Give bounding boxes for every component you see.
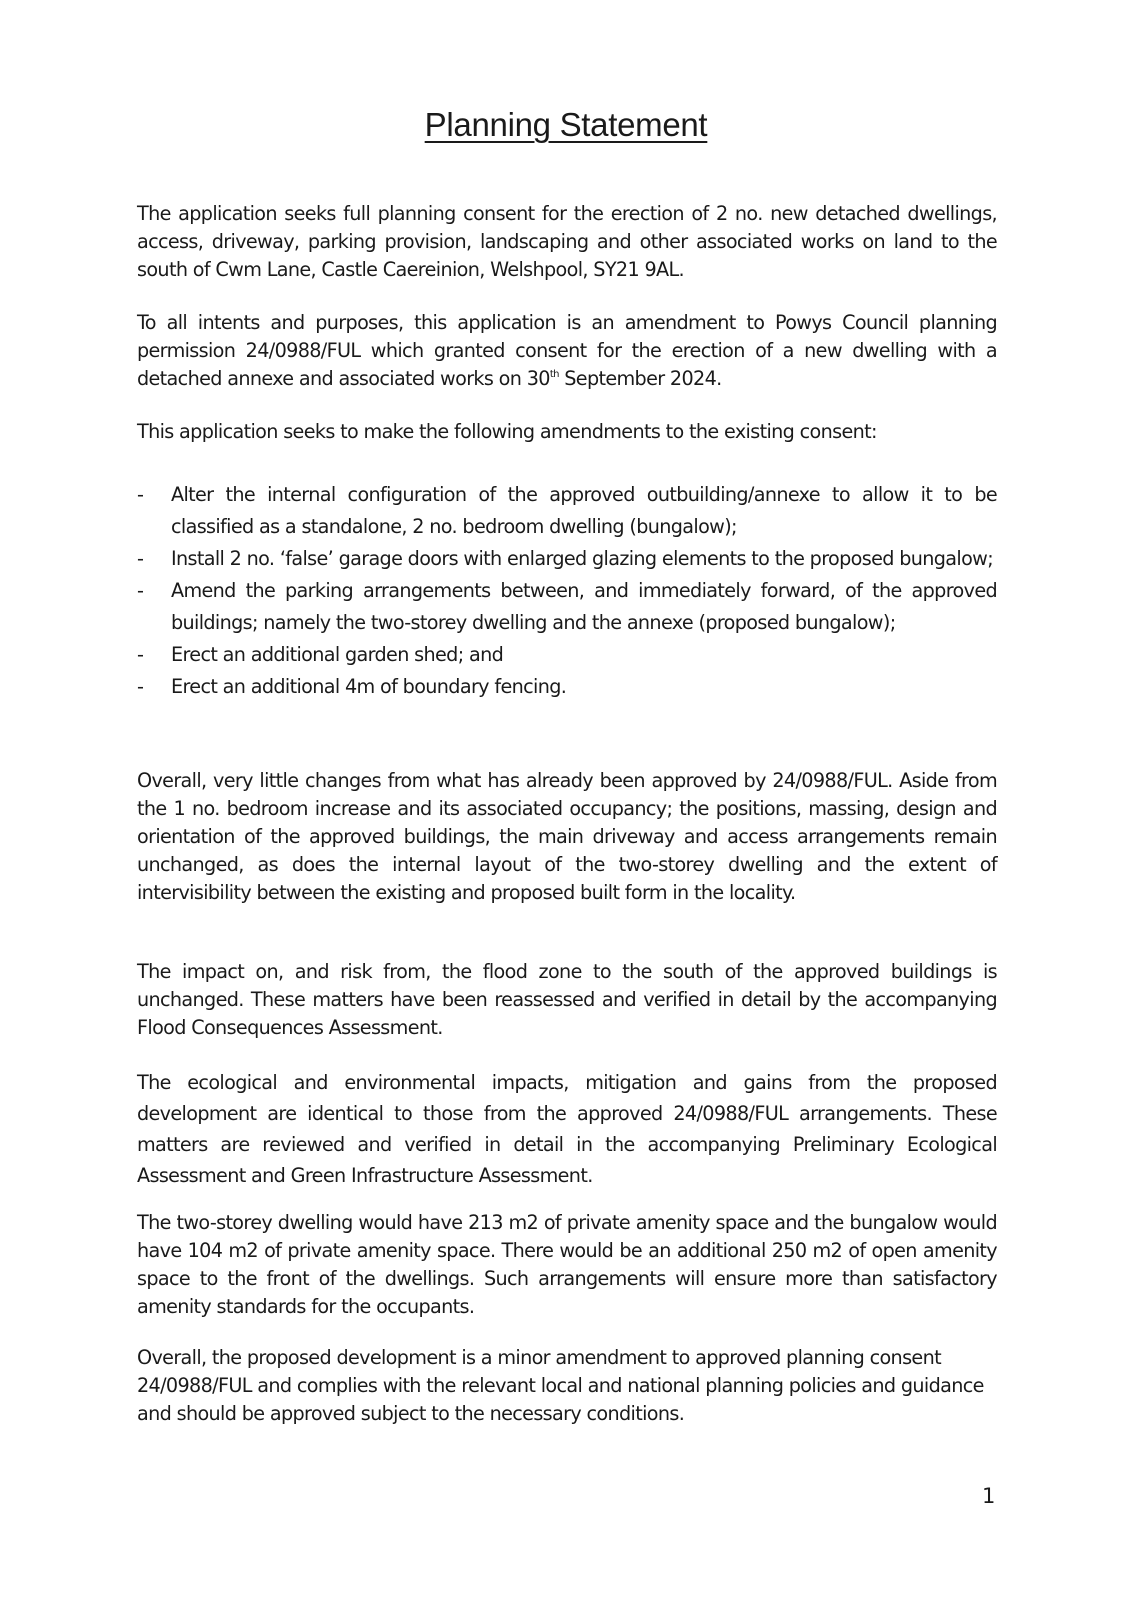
paragraph-amenity: The two-storey dwelling would have 213 m2 of private amenity space and the bungalow would have 104 m2 of private amenity space. There would be an additional 250 m2 of open amenity space to the front of the dwellings. Such arrangements will ensure more than satisfactory amenity standards for the occupants. <box>137 1211 997 1318</box>
amendment-text-2: September 2024. <box>558 367 722 390</box>
paragraph-amendments-lead: This application seeks to make the following amendments to the existing consent: <box>137 420 877 443</box>
list-item <box>137 671 997 703</box>
paragraph-conclusion: Overall, the proposed development is a minor amendment to approved planning consent 24/0988/FUL and complies with the relevant local and national planning policies and guidance and should be approved subject to the necessary conditions. <box>137 1346 984 1425</box>
amendment-text-1: To all intents and purposes, this application is an amendment to Powys Council planning permission 24/0988/FUL which granted consent for the erection of a new dwelling with a detached annexe and associated works on 30 <box>137 311 997 390</box>
paragraph-ecology: The ecological and environmental impacts, mitigation and gains from the proposed development are identical to those from the approved 24/0988/FUL arrangements. These matters are reviewed and verified in detail in the accompanying Preliminary Ecological Assessment and Green Infrastructure Assessment. <box>137 1071 997 1187</box>
amendments-list <box>137 479 997 703</box>
list-item <box>137 479 997 543</box>
list-item-text: Erect an additional garden shed; and <box>171 643 504 666</box>
page-title <box>0 106 1132 144</box>
page-title-text: Planning Statement <box>424 106 708 143</box>
paragraph-intro: The application seeks full planning consent for the erection of 2 no. new detached dwellings, access, driveway, parking provision, landscaping and other associated works on land to the south of Cwm Lane, Castle Caereinion, Welshpool, SY21 9AL. <box>137 202 997 281</box>
paragraph-overall-changes: Overall, very little changes from what has already been approved by 24/0988/FUL. Aside from the 1 no. bedroom increase and its associated occupancy; the positions, massing, design and orientation of the approved buildings, the main driveway and access arrangements remain unchanged, as does the internal layout of the two-storey dwelling and the extent of intervisibility between the existing and proposed built form in the locality. <box>137 769 997 904</box>
list-item-text: Install 2 no. ‘false’ garage doors with enlarged glazing elements to the proposed bungalow; <box>171 547 994 570</box>
list-item <box>137 575 997 639</box>
paragraph-flood: The impact on, and risk from, the flood zone to the south of the approved buildings is unchanged. These matters have been reassessed and verified in detail by the accompanying Flood Consequences Assessment. <box>137 960 997 1039</box>
list-item-text: Amend the parking arrangements between, and immediately forward, of the approved buildings; namely the two-storey dwelling and the annexe (proposed bungalow); <box>171 579 997 634</box>
page-number: 1 <box>982 1484 996 1508</box>
list-item <box>137 639 997 671</box>
bullet-dash: - <box>137 547 144 570</box>
ordinal-suffix: th <box>549 369 559 380</box>
paragraph-amendment <box>137 309 997 393</box>
bullet-dash: - <box>137 643 144 666</box>
bullet-dash: - <box>137 675 144 698</box>
list-item-text: Erect an additional 4m of boundary fencing. <box>171 675 567 698</box>
list-item <box>137 543 997 575</box>
list-item-text: Alter the internal configuration of the approved outbuilding/annexe to allow it to be classified as a standalone, 2 no. bedroom dwelling (bungalow); <box>171 483 997 538</box>
bullet-dash: - <box>137 579 144 602</box>
bullet-dash: - <box>137 483 144 506</box>
